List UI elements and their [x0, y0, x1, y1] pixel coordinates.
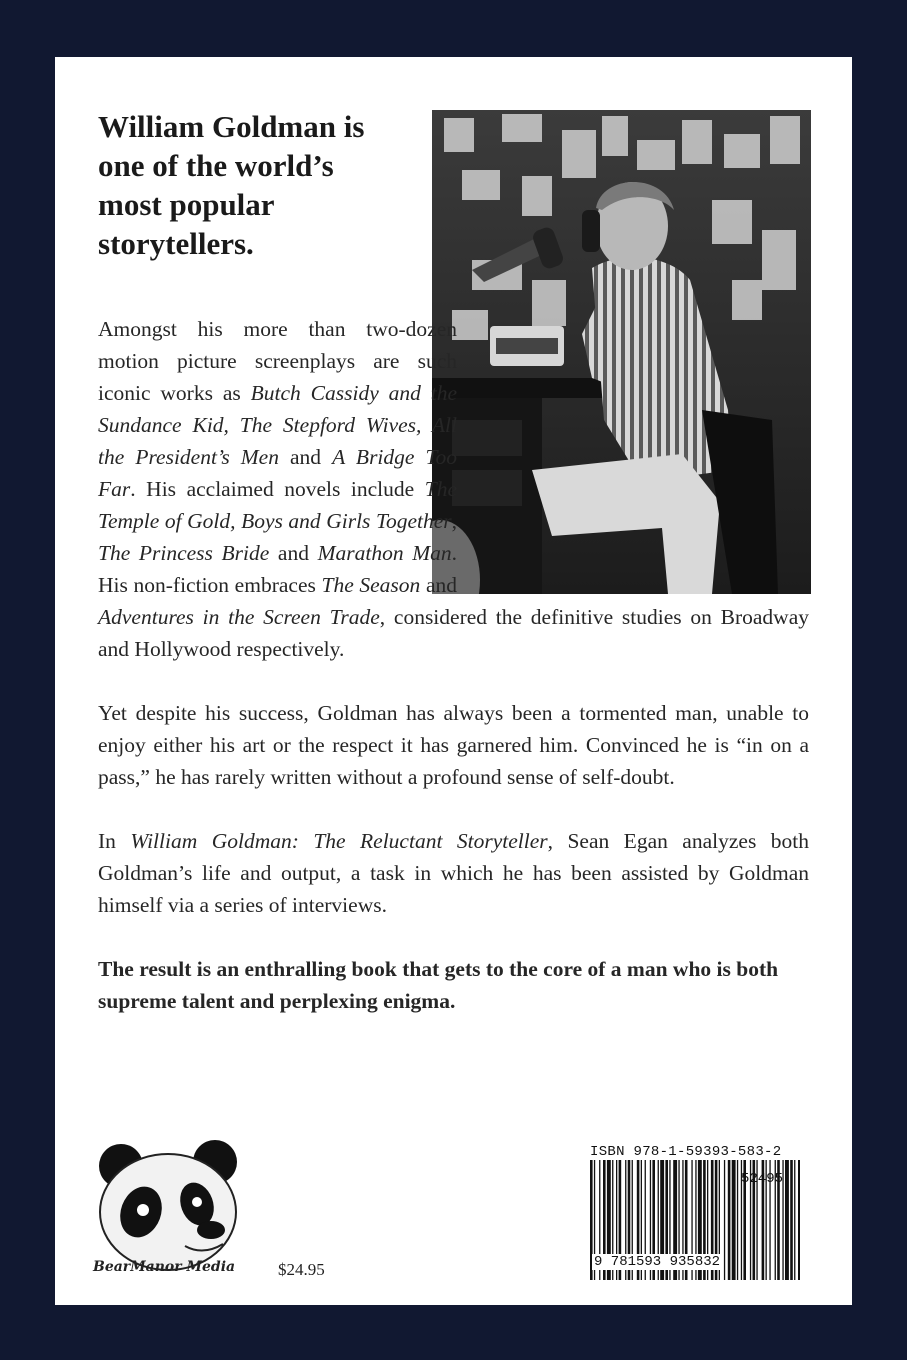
career-text-run: Adventures in the Screen Trade	[98, 605, 380, 629]
career-text-run: and	[269, 541, 318, 565]
barcode-bar	[794, 1160, 795, 1280]
book-text-run: In	[98, 829, 131, 853]
publisher-name: BearManor Media	[93, 1259, 236, 1275]
career-text-run: The Temple of Gold, Boys and Girls Together	[98, 477, 457, 533]
photo-wrap-spacer	[467, 313, 809, 595]
barcode-bar	[724, 1160, 725, 1280]
career-text-run: ,	[451, 509, 457, 533]
career-text-run: Marathon Man	[317, 541, 452, 565]
book-text-run: William Goldman: The Reluctant Storyteller	[130, 829, 548, 853]
barcode-bar	[728, 1160, 731, 1280]
price-code: 52495	[741, 1171, 784, 1187]
career-text-run: The Princess Bride	[98, 541, 270, 565]
barcode-bar	[790, 1160, 793, 1280]
barcode-bar	[732, 1160, 736, 1280]
headline: William Goldman is one of the world’s most popular storytellers.	[98, 109, 365, 261]
career-text-run: and	[420, 573, 457, 597]
paragraph-book	[98, 825, 809, 921]
barcode-bar	[785, 1160, 789, 1280]
barcode-bar	[737, 1160, 738, 1280]
career-text-run: The Season	[321, 573, 421, 597]
paragraph-torment: Yet despite his success, Goldman has always been a tormented man, unable to enjoy either his art or the respect it has garnered him. Convinced he is “in on a pass,” he has rarely written without a profound sense of self-doubt.	[98, 701, 809, 789]
barcode-bar	[798, 1160, 800, 1280]
career-text-run: , considered the definitive studies on Broadway and Hollywood respectively.	[98, 605, 809, 661]
bear-panda-logo	[93, 1134, 243, 1274]
career-text-run: . His non-fiction embraces	[98, 541, 457, 597]
career-text-run: Butch Cassidy and the Sundance Kid, The Stepford Wives, All the President’s Men	[98, 381, 457, 469]
career-text-run: A Bridge Too Far	[98, 445, 457, 501]
career-text-run: Amongst his more than two-dozen motion picture screenplays are such iconic works as	[98, 317, 457, 405]
closing-statement: The result is an enthralling book that gets to the core of a man who is both supreme talent and perplexing enigma.	[98, 957, 779, 1013]
price: $24.95	[278, 1260, 325, 1279]
barcode-digits: 9 781593 935832	[594, 1254, 721, 1270]
blurb-body	[98, 313, 809, 1017]
book-text-run: , Sean Egan analyzes both Goldman’s life and output, a task in which he has been assisted by Goldman himself via a series of interviews.	[98, 829, 809, 917]
back-cover	[55, 57, 852, 1305]
isbn-label: ISBN 978-1-59393-583-2	[590, 1144, 782, 1160]
career-text-run: and	[278, 445, 333, 469]
career-text-run: . His acclaimed novels include	[130, 477, 425, 501]
